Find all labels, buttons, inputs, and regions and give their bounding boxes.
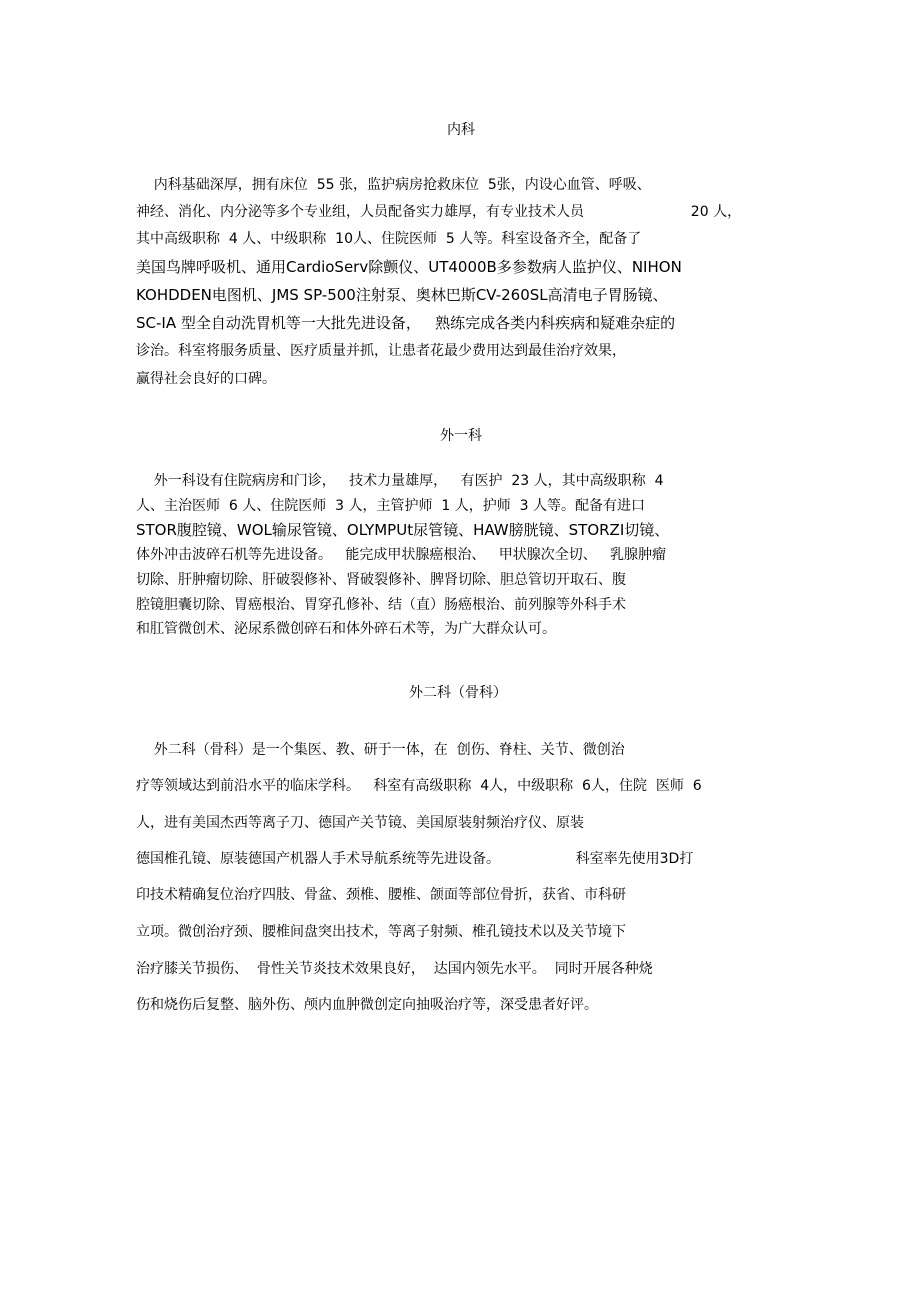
paragraph-line: 切除、肝肿瘤切除、肝破裂修补、肾破裂修补、脾肾切除、胆总管切开取石、腹 bbox=[136, 572, 626, 588]
paragraph-line: 其中高级职称 4 人、中级职称 10人、住院医师 5 人等。科室设备齐全，配备了 bbox=[136, 231, 642, 247]
paragraph-line: 和肛管微创术、泌尿系微创碎石和体外碎石术等，为广大群众认可。 bbox=[136, 621, 556, 637]
paragraph-line: 内科基础深厚，拥有床位 55 张，监护病房抢救床位 5张，内设心血管、呼吸、 bbox=[136, 177, 651, 193]
section-title-surgery-one: 外一科 bbox=[440, 428, 482, 444]
paragraph-line: 伤和烧伤后复整、脑外伤、颅内血肿微创定向抽吸治疗等，深受患者好评。 bbox=[136, 997, 598, 1013]
paragraph-line: KOHDDEN电图机、JMS SP-500注射泵、奥林巴斯CV-260SL高清电子胃肠镜、 bbox=[136, 286, 668, 304]
paragraph-line: 治疗膝关节损伤、 骨性关节炎技术效果良好， 达国内领先水平。 同时开展各种烧 bbox=[136, 961, 653, 977]
paragraph-line: 印技术精确复位治疗四肢、骨盆、颈椎、腰椎、颌面等部位骨折，获省、市科研 bbox=[136, 887, 626, 903]
paragraph-line: 人，进有美国杰西等离子刀、德国产关节镜、美国原装射频治疗仪、原装 bbox=[136, 815, 584, 831]
paragraph-line: 神经、消化、内分泌等多个专业组，人员配备实力雄厚，有专业技术人员 20 人， bbox=[136, 204, 742, 220]
paragraph-line: 腔镜胆囊切除、胃癌根治、胃穿孔修补、结（直）肠癌根治、前列腺等外科手术 bbox=[136, 597, 626, 613]
section-title-internal-medicine: 内科 bbox=[447, 122, 475, 138]
paragraph-line: 美国鸟牌呼吸机、通用CardioServ除颤仪、UT4000B多参数病人监护仪、NIHON bbox=[136, 258, 682, 276]
paragraph-line: 赢得社会良好的口碑。 bbox=[136, 371, 276, 387]
paragraph-line: 外一科设有住院病房和门诊， 技术力量雄厚， 有医护 23 人，其中高级职称 4 bbox=[136, 473, 664, 489]
section-title-orthopedics: 外二科（骨科） bbox=[409, 685, 507, 701]
paragraph-line: 德国椎孔镜、原装德国产机器人手术导航系统等先进设备。 科室率先使用3D打 bbox=[136, 851, 694, 867]
paragraph-line: 疗等领域达到前沿水平的临床学科。 科室有高级职称 4人，中级职称 6人，住院 医师 6 bbox=[136, 778, 702, 794]
paragraph-line: SC-IA 型全自动洗胃机等一大批先进设备， 熟练完成各类内科疾病和疑难杂症的 bbox=[136, 314, 676, 332]
paragraph-line: 体外冲击波碎石机等先进设备。 能完成甲状腺癌根治、 甲状腺次全切、 乳腺肿瘤 bbox=[136, 547, 667, 563]
paragraph-line: 立项。微创治疗颈、腰椎间盘突出技术，等离子射频、椎孔镜技术以及关节境下 bbox=[136, 924, 626, 940]
paragraph-line: STOR腹腔镜、WOL输尿管镜、OLYMPUt尿管镜、HAW膀胱镜、STORZI切镜、 bbox=[136, 521, 670, 539]
paragraph-line: 人、主治医师 6 人、住院医师 3 人，主管护师 1 人，护师 3 人等。配备有进口 bbox=[136, 498, 646, 514]
paragraph-line: 诊治。科室将服务质量、医疗质量并抓，让患者花最少费用达到最佳治疗效果， bbox=[136, 343, 626, 359]
paragraph-line: 外二科（骨科）是一个集医、教、研于一体，在 创伤、脊柱、关节、微创治 bbox=[136, 742, 625, 758]
